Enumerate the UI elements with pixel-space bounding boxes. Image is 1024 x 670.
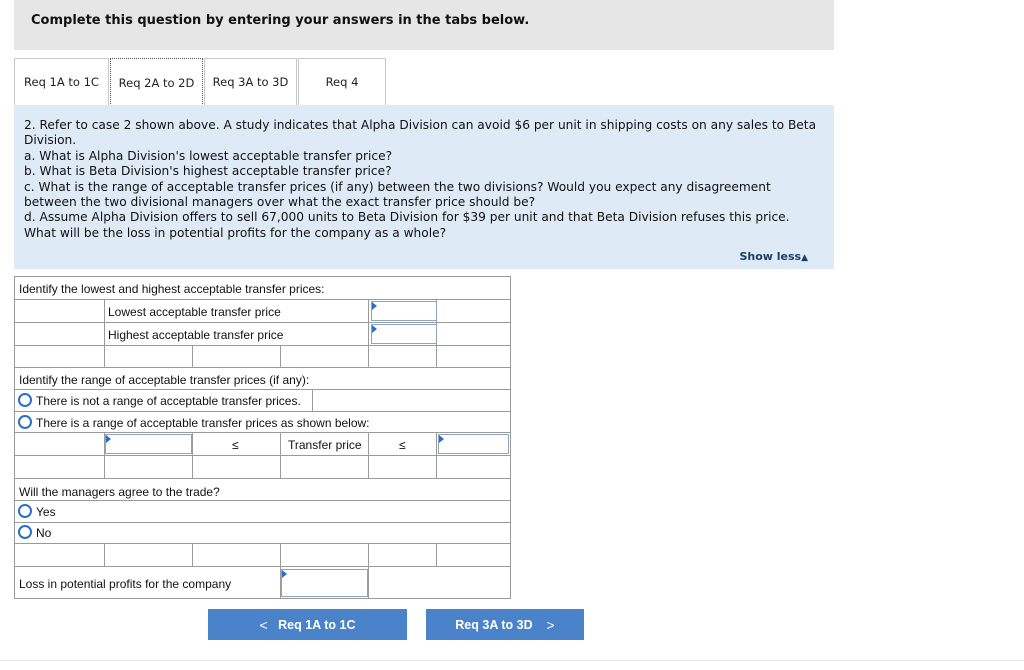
tab-label: Req 3A to 3D: [212, 75, 289, 89]
highest-price-label: Highest acceptable transfer price: [108, 328, 284, 342]
form-cell: [369, 456, 437, 478]
form-row: [15, 368, 510, 390]
prev-req-button[interactable]: [208, 609, 407, 640]
question-intro: 2. Refer to case 2 shown above. A study indicates that Alpha Division can avoid $6 per unit in shipping costs on any sales to Beta Division.: [24, 118, 817, 148]
form-row: [15, 501, 510, 523]
leq-symbol: ≤: [399, 438, 406, 452]
tab-req-1a-1c[interactable]: [14, 58, 109, 105]
tab-label: Req 1A to 1C: [24, 75, 99, 89]
form-row: [15, 300, 510, 323]
next-req-label: Req 3A to 3D: [455, 617, 533, 632]
agree-no-label: No: [36, 526, 52, 540]
form-row: [15, 523, 510, 544]
tab-label: Req 4: [325, 75, 359, 89]
tab-req-4[interactable]: [298, 58, 386, 105]
agree-no-radio[interactable]: [18, 525, 32, 539]
highest-price-input[interactable]: [371, 324, 437, 344]
instruction-text: Complete this question by entering your answers in the tabs below.: [31, 13, 530, 28]
question-part-d: d. Assume Alpha Division offers to sell 67,000 units to Beta Division for $39 per unit and that Beta Division refuses this price. What will be the loss in potential profits for the company as a whole?: [24, 210, 790, 240]
question-part-c: c. What is the range of acceptable transfer prices (if any) between the two divisions? Would you expect any disagreement between the two divisional managers over what the exact transfer price should be?: [24, 179, 771, 210]
answer-form: [14, 276, 511, 599]
range-exists-radio[interactable]: [18, 415, 32, 429]
triangle-up-icon: ▲: [801, 253, 808, 263]
form-cell: [369, 544, 437, 566]
instruction-bar: [14, 0, 834, 50]
form-row: [15, 567, 510, 598]
form-row: [15, 433, 510, 456]
show-less-label: Show less: [739, 250, 802, 263]
no-range-label: There is not a range of acceptable transfer prices.: [36, 394, 301, 408]
identify-range-label: Identify the range of acceptable transfer prices (if any):: [19, 373, 310, 387]
form-cell: [15, 300, 105, 322]
loss-input[interactable]: [281, 569, 368, 597]
form-cell: [105, 456, 193, 478]
form-row: [15, 456, 510, 479]
agree-question-label: Will the managers agree to the trade?: [19, 485, 220, 499]
question-text: [24, 118, 824, 241]
form-cell: [105, 544, 193, 566]
form-row: [15, 323, 510, 346]
form-cell: [15, 544, 105, 566]
chevron-left-icon: <: [259, 616, 268, 633]
lowest-price-label: Lowest acceptable transfer price: [108, 305, 281, 319]
range-high-input[interactable]: [438, 434, 509, 454]
form-cell: [369, 346, 437, 367]
form-cell: [281, 346, 369, 367]
chevron-right-icon: >: [546, 616, 555, 633]
form-cell: [281, 544, 369, 566]
tab-req-3a-3d[interactable]: [204, 58, 297, 105]
form-cell: [193, 544, 281, 566]
form-cell: [193, 456, 281, 478]
range-exists-label: There is a range of acceptable transfer prices as shown below:: [36, 416, 370, 430]
form-cell: [193, 346, 281, 367]
form-row: [15, 346, 510, 368]
tab-label: Req 2A to 2D: [118, 75, 195, 90]
identify-prices-label: Identify the lowest and highest acceptable transfer prices:: [19, 282, 325, 296]
agree-yes-label: Yes: [36, 505, 56, 519]
question-part-a: a. What is Alpha Division's lowest acceptable transfer price?: [24, 148, 393, 163]
question-part-b: b. What is Beta Division's highest acceptable transfer price?: [24, 164, 392, 179]
next-req-button[interactable]: [426, 609, 584, 640]
form-row: [15, 544, 510, 567]
agree-yes-radio[interactable]: [18, 504, 32, 518]
loss-label: Loss in potential profits for the company: [19, 577, 232, 591]
form-row: [15, 479, 510, 501]
form-cell: [105, 346, 193, 367]
form-cell: [15, 323, 105, 345]
range-low-input[interactable]: [105, 434, 192, 454]
transfer-price-label: Transfer price: [288, 438, 362, 452]
leq-symbol: ≤: [232, 438, 239, 452]
form-row: [15, 390, 510, 412]
form-row: [15, 412, 510, 433]
form-cell: [281, 456, 369, 478]
form-row: [15, 277, 510, 300]
lowest-price-input[interactable]: [371, 301, 437, 321]
prev-req-label: Req 1A to 1C: [278, 617, 356, 632]
form-cell: [15, 456, 105, 478]
form-cell: [15, 433, 105, 455]
tab-req-2a-2d[interactable]: [110, 58, 203, 106]
question-panel: [14, 105, 834, 269]
form-cell: [15, 346, 105, 367]
no-range-radio[interactable]: [18, 393, 32, 407]
divider: [0, 660, 1024, 661]
show-less-link[interactable]: [739, 250, 808, 263]
